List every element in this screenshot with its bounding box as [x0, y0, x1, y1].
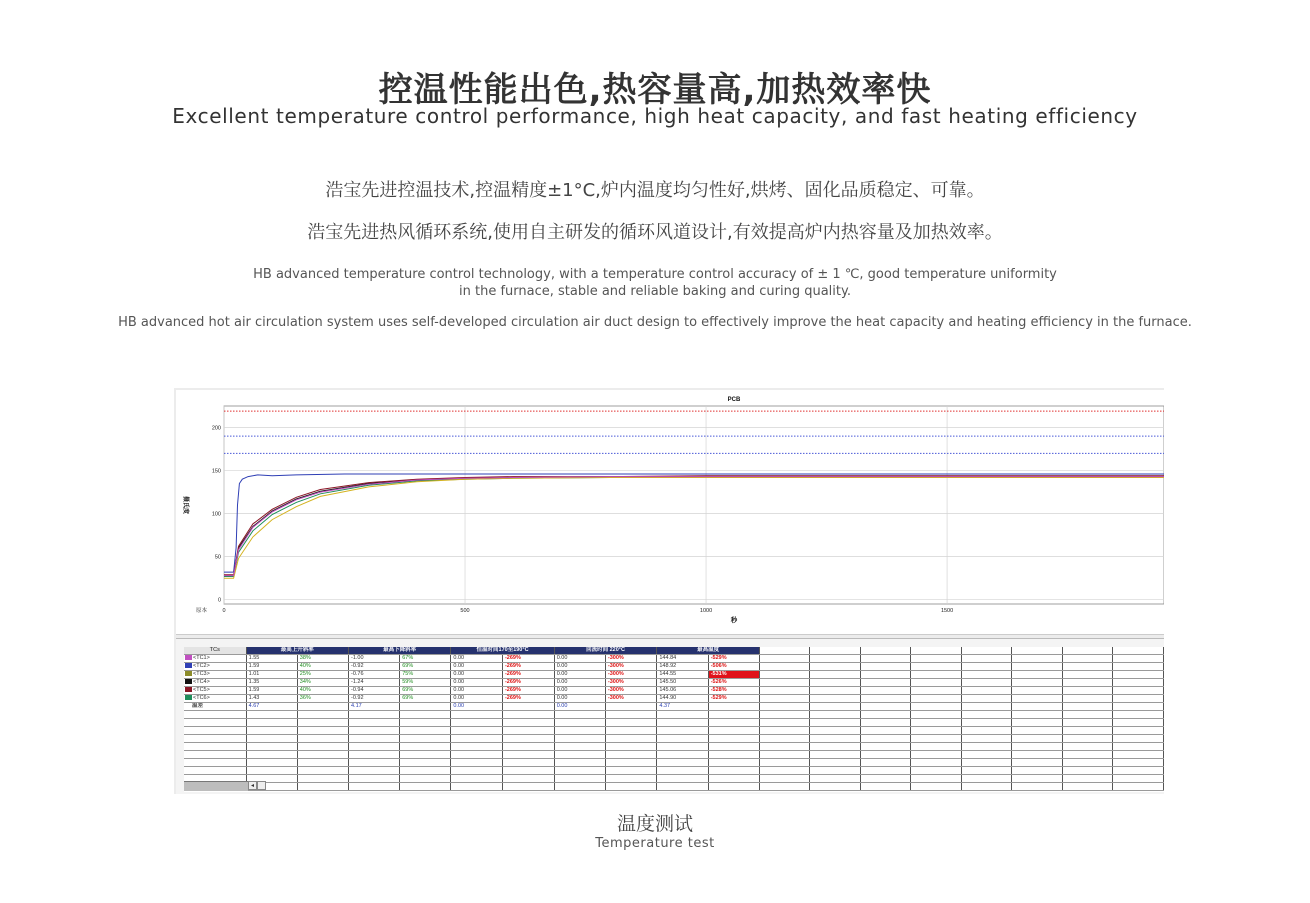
tc-name-label: <TC3> — [193, 671, 210, 677]
diff-peak: 4.37 — [657, 703, 708, 711]
reflow-value: 0.00 — [554, 695, 605, 703]
fall-pct: 75% — [400, 671, 451, 679]
description-en-line-1b: in the furnace, stable and reliable baking and curing quality. — [459, 284, 851, 299]
description-en-line-2: HB advanced hot air circulation system uses self-developed circulation air duct design to effectively improve the heat capacity and heating efficiency in the furnace. — [118, 315, 1192, 330]
fall-pct: 69% — [400, 695, 451, 703]
soak-pct: -269% — [502, 687, 554, 695]
rise-pct: 40% — [297, 687, 348, 695]
table-row — [184, 655, 1164, 663]
tc-name-label: <TC5> — [193, 687, 210, 693]
peak-pct: -528% — [708, 687, 759, 695]
fall-pct: 69% — [400, 687, 451, 695]
temperature-software-screenshot — [174, 388, 1164, 794]
table-row-diff — [184, 703, 1164, 711]
tc-name-label: <TC6> — [193, 695, 210, 701]
x-tick-label: 1500 — [940, 608, 954, 614]
table-row-empty — [184, 775, 1164, 783]
fall-value: -0.76 — [348, 671, 399, 679]
fall-value: -0.92 — [348, 663, 399, 671]
y-tick-label: 150 — [211, 468, 221, 475]
soak-pct: -269% — [502, 679, 554, 687]
reflow-value: 0.00 — [554, 687, 605, 695]
rise-pct: 36% — [297, 695, 348, 703]
rise-value: 1.59 — [246, 663, 297, 671]
header-max-rise-slope: 最高上升斜率 — [246, 647, 348, 655]
table-row-empty — [184, 759, 1164, 767]
table-row-empty — [184, 735, 1164, 743]
reflow-pct: -300% — [605, 671, 656, 679]
fall-value: -0.94 — [348, 687, 399, 695]
tc-table — [184, 647, 1164, 791]
rise-value: 1.55 — [246, 655, 297, 663]
header-reflow-time: 回流时间 220°C — [554, 647, 657, 655]
reflow-value: 0.00 — [554, 671, 605, 679]
peak-pct: -531% — [708, 671, 759, 679]
horizontal-scrollbar[interactable] — [184, 781, 248, 791]
fall-value: -1.00 — [348, 655, 399, 663]
soak-value: 0.00 — [451, 687, 503, 695]
tc-name — [184, 695, 246, 703]
scroll-right-arrow-icon[interactable] — [257, 781, 266, 790]
table-row-empty — [184, 767, 1164, 775]
rise-value: 1.01 — [246, 671, 297, 679]
page-subtitle: Excellent temperature control performance, high heat capacity, and fast heating efficiency — [172, 104, 1138, 128]
peak-value: 144.84 — [657, 655, 708, 663]
chart-panel — [176, 390, 1164, 635]
table-row — [184, 663, 1164, 671]
header-tcs: TCs — [184, 647, 246, 655]
soak-value: 0.00 — [451, 695, 503, 703]
peak-value: 145.06 — [657, 687, 708, 695]
rise-pct: 34% — [297, 679, 348, 687]
tc-color-swatch — [185, 695, 192, 700]
reflow-pct: -300% — [605, 695, 656, 703]
rise-value: 1.43 — [246, 695, 297, 703]
table-row — [184, 679, 1164, 687]
page-title: 控温性能出色,热容量高,加热效率快 — [378, 70, 932, 110]
soak-pct: -269% — [502, 671, 554, 679]
header-max-fall-slope: 最高下降斜率 — [348, 647, 450, 655]
caption-zh: 温度测试 — [616, 813, 693, 835]
tc-name — [184, 655, 246, 663]
soak-pct: -269% — [502, 695, 554, 703]
y-tick-label: 50 — [214, 554, 221, 561]
table-row-empty — [184, 751, 1164, 759]
temperature-chart — [176, 390, 1164, 634]
y-tick-label: 200 — [211, 425, 221, 432]
tc-color-swatch — [185, 655, 192, 660]
x-axis-label: 秒 — [730, 616, 738, 624]
x-tick-label: 500 — [460, 608, 470, 614]
reflow-value: 0.00 — [554, 655, 605, 663]
description-en-line-1 — [0, 266, 1310, 300]
caption-en: Temperature test — [595, 836, 715, 851]
peak-value: 144.55 — [657, 671, 708, 679]
reflow-value: 0.00 — [554, 663, 605, 671]
soak-value: 0.00 — [451, 663, 503, 671]
fall-pct: 59% — [400, 679, 451, 687]
tc-name-label: <TC1> — [193, 655, 210, 661]
diff-label: 温差 — [184, 703, 246, 711]
data-grid — [184, 647, 1164, 792]
soak-pct: -269% — [502, 655, 554, 663]
header-peak-temperature: 最高温度 — [657, 647, 760, 655]
description-en-line-1a: HB advanced temperature control technology, with a temperature control accuracy of ± 1 ℃, good temperature uniformity — [253, 267, 1057, 282]
header-soak-time: 恒温时间170至190°C — [451, 647, 554, 655]
tc-color-swatch — [185, 679, 192, 684]
table-row-empty — [184, 743, 1164, 751]
table-row — [184, 671, 1164, 679]
peak-pct: -529% — [708, 695, 759, 703]
fall-value: -0.92 — [348, 695, 399, 703]
rise-pct: 40% — [297, 663, 348, 671]
reflow-value: 0.00 — [554, 679, 605, 687]
table-row-empty — [184, 719, 1164, 727]
peak-pct: -529% — [708, 655, 759, 663]
peak-pct: -506% — [708, 663, 759, 671]
reflow-pct: -300% — [605, 663, 656, 671]
fall-value: -1.24 — [348, 679, 399, 687]
peak-value: 148.92 — [657, 663, 708, 671]
diff-rise: 4.67 — [246, 703, 297, 711]
tc-name — [184, 663, 246, 671]
x-tick-label: 1000 — [699, 608, 713, 614]
scroll-left-arrow-icon[interactable]: ◂ — [248, 781, 257, 790]
soak-value: 0.00 — [451, 679, 503, 687]
table-header-row — [184, 647, 1164, 655]
tc-color-swatch — [185, 663, 192, 668]
tc-color-swatch — [185, 671, 192, 676]
table-row-empty — [184, 711, 1164, 719]
diff-fall: 4.17 — [348, 703, 399, 711]
diff-soak: 0.00 — [451, 703, 503, 711]
table-row-empty — [184, 727, 1164, 735]
peak-value: 145.50 — [657, 679, 708, 687]
rise-pct: 25% — [297, 671, 348, 679]
peak-pct: -526% — [708, 679, 759, 687]
description-zh-line-1: 浩宝先进控温技术,控温精度±1°C,炉内温度均匀性好,烘烤、固化品质稳定、可靠。 — [325, 180, 985, 201]
rise-value: 1.35 — [246, 679, 297, 687]
rise-pct: 38% — [297, 655, 348, 663]
tc-name-label: <TC4> — [193, 679, 210, 685]
x-corner-label: 原本 — [196, 608, 208, 614]
reflow-pct: -300% — [605, 687, 656, 695]
tc-color-swatch — [185, 687, 192, 692]
diff-reflow: 0.00 — [554, 703, 605, 711]
y-tick-label: 0 — [217, 597, 221, 604]
rise-value: 1.59 — [246, 687, 297, 695]
data-grid-panel — [176, 638, 1164, 794]
soak-pct: -269% — [502, 663, 554, 671]
fall-pct: 67% — [400, 655, 451, 663]
peak-value: 144.90 — [657, 695, 708, 703]
y-tick-label: 100 — [211, 511, 221, 518]
tc-name — [184, 679, 246, 687]
reflow-pct: -300% — [605, 679, 656, 687]
table-row — [184, 695, 1164, 703]
soak-value: 0.00 — [451, 671, 503, 679]
y-axis-label: 摄氏度 — [182, 495, 189, 515]
fall-pct: 69% — [400, 663, 451, 671]
table-row — [184, 687, 1164, 695]
tc-name — [184, 671, 246, 679]
description-zh-line-2: 浩宝先进热风循环系统,使用自主研发的循环风道设计,有效提高炉内热容量及加热效率。 — [307, 222, 1003, 243]
tc-name — [184, 687, 246, 695]
soak-value: 0.00 — [451, 655, 503, 663]
table-row-empty — [184, 783, 1164, 791]
tc-name-label: <TC2> — [193, 663, 210, 669]
reflow-pct: -300% — [605, 655, 656, 663]
x-tick-label: 0 — [222, 608, 226, 614]
chart-title: PCB — [727, 397, 741, 403]
